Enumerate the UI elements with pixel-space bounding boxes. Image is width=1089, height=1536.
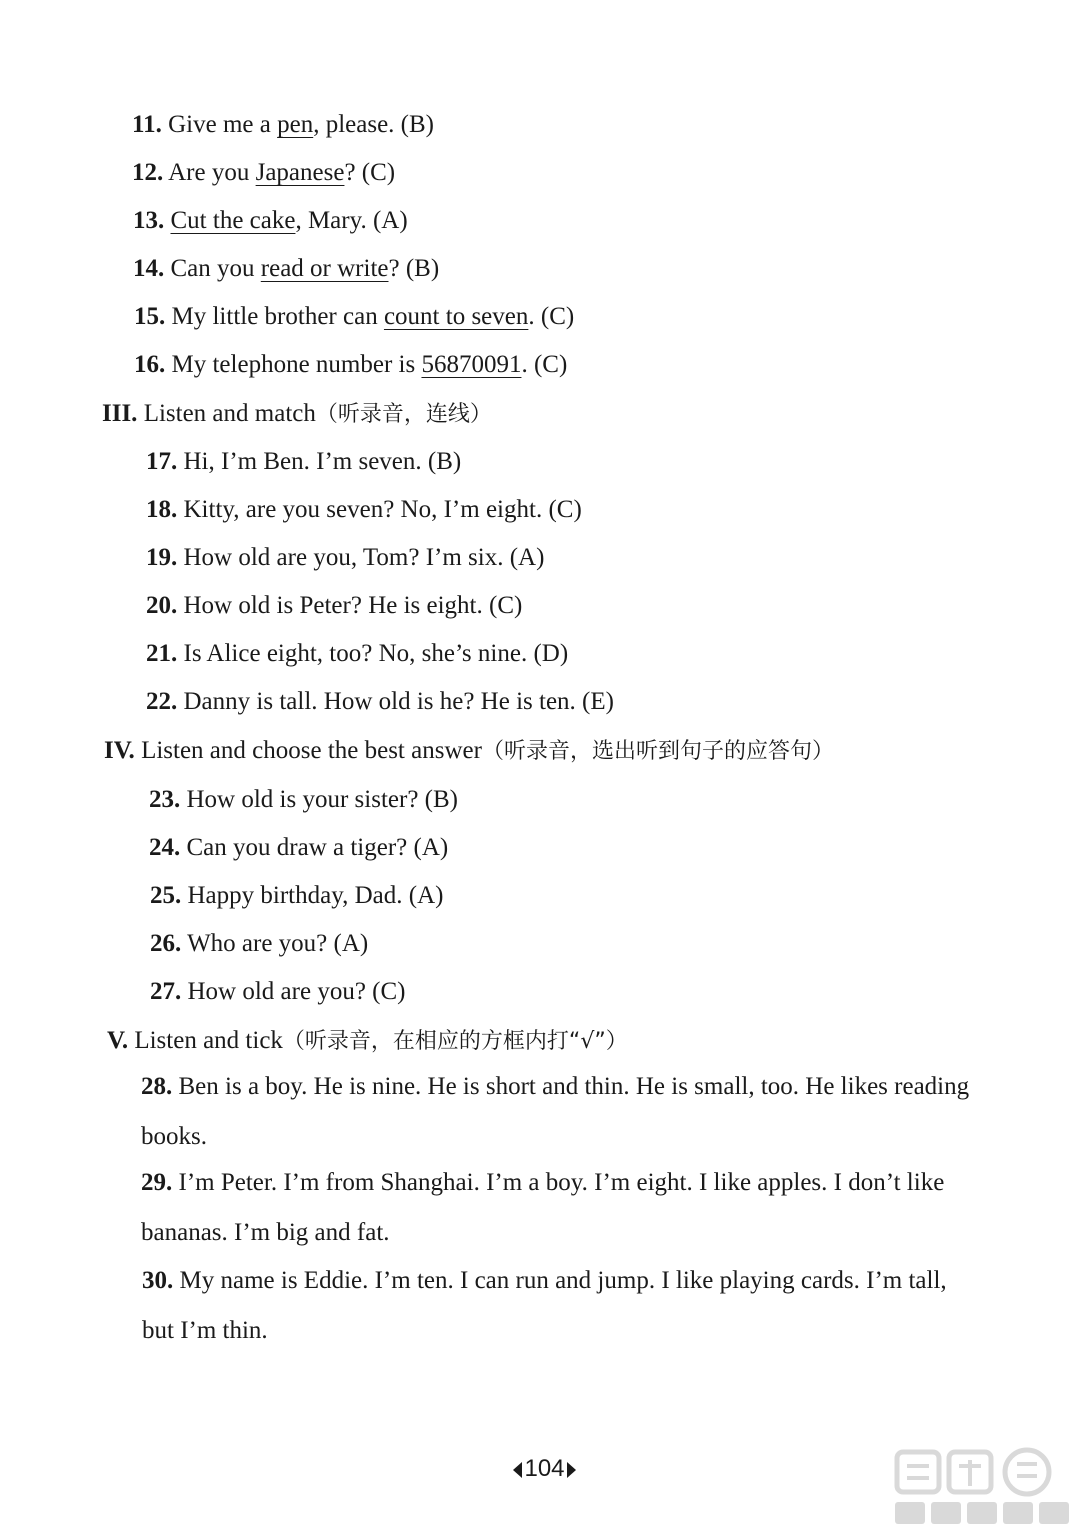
item-17: 17. Hi, I’m Ben. I’m seven. (B) xyxy=(146,448,462,475)
item-16: 16. My telephone number is 56870091. (C) xyxy=(134,351,568,378)
item-25: 25. Happy birthday, Dad. (A) xyxy=(150,882,444,909)
item-15: 15. My little brother can count to seven. (C) xyxy=(134,303,575,330)
item-19: 19. How old are you, Tom? I’m six. (A) xyxy=(146,544,545,571)
watermark-logo xyxy=(887,1446,1077,1532)
item-28: 28. Ben is a boy. He is nine. He is short and thin. He is small, too. He likes reading books. xyxy=(141,1073,970,1150)
triangle-right-icon xyxy=(567,1462,576,1478)
item-26: 26. Who are you? (A) xyxy=(150,930,369,957)
item-11: 11. Give me a pen, please. (B) xyxy=(132,111,435,138)
section-iv-heading: IV. Listen and choose the best answer（听录音，选出听到句子的应答句） xyxy=(104,737,834,764)
item-23: 23. How old is your sister? (B) xyxy=(149,786,458,813)
item-18: 18. Kitty, are you seven? No, I’m eight. (C) xyxy=(146,496,582,523)
item-20: 20. How old is Peter? He is eight. (C) xyxy=(146,592,523,619)
triangle-left-icon xyxy=(513,1462,522,1478)
item-29: 29. I’m Peter. I’m from Shanghai. I’m a boy. I’m eight. I like apples. I don’t like bananas. I’m big and fat. xyxy=(141,1169,945,1246)
item-21: 21. Is Alice eight, too? No, she’s nine. (D) xyxy=(146,640,569,667)
page-number: 104 xyxy=(0,1455,1089,1483)
item-13: 13. Cut the cake, Mary. (A) xyxy=(133,207,408,234)
item-27: 27. How old are you? (C) xyxy=(150,978,406,1005)
item-30: 30. My name is Eddie. I’m ten. I can run and jump. I like playing cards. I’m tall, but I’m thin. xyxy=(142,1267,947,1344)
item-24: 24. Can you draw a tiger? (A) xyxy=(149,834,449,861)
item-14: 14. Can you read or write? (B) xyxy=(133,255,440,282)
item-22: 22. Danny is tall. How old is he? He is ten. (E) xyxy=(146,688,614,715)
item-12: 12. Are you Japanese? (C) xyxy=(132,159,396,186)
section-iii-heading: III. Listen and match（听录音，连线） xyxy=(102,400,492,427)
section-v-heading: V. Listen and tick（听录音，在相应的方框内打“√”） xyxy=(107,1027,628,1054)
